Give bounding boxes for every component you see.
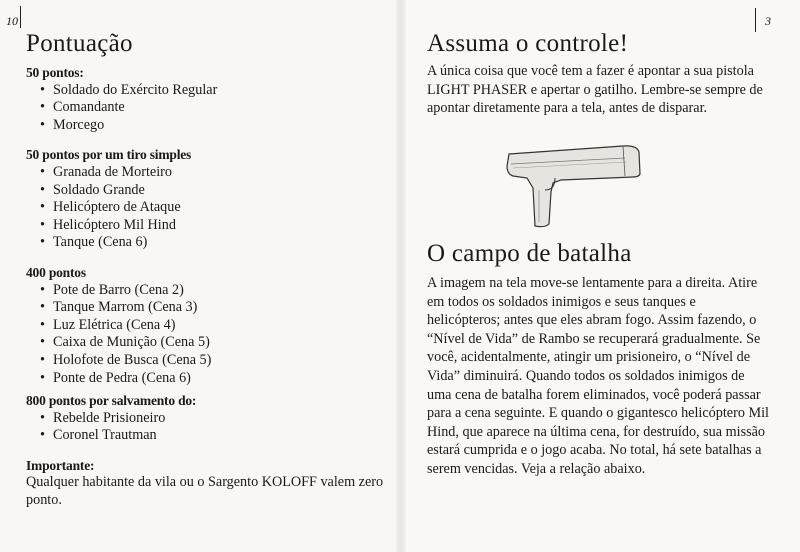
- important-heading: Importante:: [26, 457, 95, 473]
- list-item: • Luz Elétrica (Cena 4): [40, 317, 386, 335]
- list-item: • Coronel Trautman: [40, 427, 386, 445]
- section-50-points-single-shot: [26, 146, 386, 252]
- list-item: • Helicóptero de Ataque: [40, 199, 386, 217]
- section-heading: 50 pontos por um tiro simples: [26, 147, 192, 163]
- section-800-points: [26, 392, 386, 445]
- list-item: • Morcego: [40, 117, 386, 135]
- left-page-edge-line: [20, 6, 21, 28]
- list-item: • Soldado do Exército Regular: [40, 82, 386, 100]
- battlefield-title: O campo de batalha: [427, 240, 632, 267]
- list-item: • Caixa de Munição (Cena 5): [40, 334, 386, 352]
- list-item: • Tanque (Cena 6): [40, 234, 386, 252]
- section-heading: 50 pontos:: [26, 65, 84, 80]
- important-note: [26, 457, 386, 510]
- battlefield-paragraph: A imagem na tela move-se lentamente para a direita. Atire em todos os soldados inimigos e seus tanques e helicópteros; antes que eles abram fogo. Assim fazendo, o “Nível de Vida” de Rambo se recuperará gradualmente. Se você, acidentalmente, atingir um prisioneiro, o “Nível de Vida” diminuirá. Quando todos os soldados inimigos de uma cena de batalha forem eliminados, você poderá passar para a cena seguinte. E quando o gigantesco helicóptero Mil Hind, que aparece na última cena, for destruído, sua missão estará cumprida e o jogo acaba. No total, há sete batalhas a serem vencidas. Veja a relação abaixo.: [427, 275, 769, 477]
- list-item: • Granada de Morteiro: [40, 164, 386, 182]
- list-item: • Rebelde Prisioneiro: [40, 410, 386, 428]
- scoring-title: Pontuação: [26, 30, 133, 57]
- take-control-title: Assuma o controle!: [427, 30, 629, 57]
- list-item: • Pote de Barro (Cena 2): [40, 282, 386, 300]
- list-item: • Tanque Marrom (Cena 3): [40, 299, 386, 317]
- book-gutter: [396, 0, 406, 552]
- list-item: • Holofote de Busca (Cena 5): [40, 352, 386, 370]
- section-heading: 400 pontos: [26, 264, 86, 280]
- section-400-points: [26, 264, 386, 387]
- scoring-list: [26, 64, 386, 510]
- right-page-edge-line: [755, 8, 756, 32]
- section-50-points: [26, 64, 386, 134]
- list-item: • Comandante: [40, 99, 386, 117]
- list-item: • Ponte de Pedra (Cena 6): [40, 370, 386, 388]
- important-text: Qualquer habitante da vila ou o Sargento KOLOFF valem zero ponto.: [26, 474, 384, 509]
- take-control-paragraph: A única coisa que você tem a fazer é apontar a sua pistola LIGHT PHASER e apertar o gatilho. Lembre-se sempre de apontar diretamente para a tela, antes de disparar.: [427, 63, 763, 117]
- light-phaser-gun-icon: [505, 140, 645, 230]
- list-item: • Soldado Grande: [40, 182, 386, 200]
- left-page-number: 10: [6, 14, 18, 28]
- right-page-number: 3: [765, 14, 771, 28]
- section-heading: 800 pontos por salvamento do:: [26, 393, 197, 409]
- list-item: • Helicóptero Mil Hind: [40, 217, 386, 235]
